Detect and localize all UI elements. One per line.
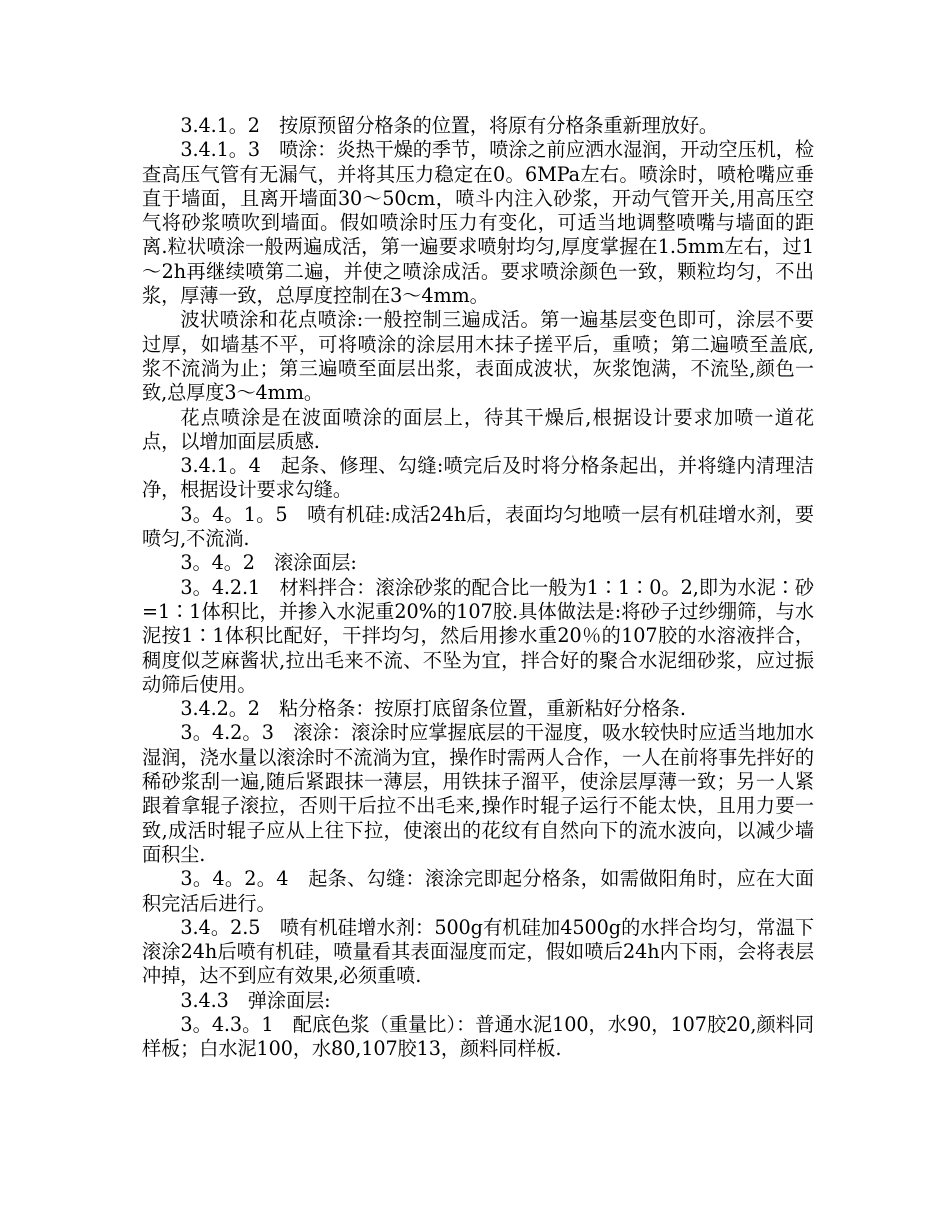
paragraph-3-4-2-3: 3。4.2。3 滚涂：滚涂时应掌握底层的干湿度，吸水较快时应适当地加水湿润，浇水量以滚涂时不流淌为宜，操作时需两人合作，一人在前将事先拌好的稀砂浆刮一遍,随后紧跟抹一薄层，用铁抹子溜平，使涂层厚薄一致；另一人紧跟着拿辊子滚拉，否则干后拉不出毛来,操作时辊子运行不能太快，且用力要一致,成活时辊子应从上往下拉，使滚出的花纹有自然向下的流水波向，以减少墙面积尘. bbox=[142, 721, 814, 866]
paragraph-wave-spray: 波状喷涂和花点喷涂:一般控制三遍成活。第一遍基层变色即可，涂层不要过厚，如墙基不平，可将喷涂的涂层用木抹子搓平后，重喷；第二遍喷至盖底,浆不流淌为止；第三遍喷至面层出浆，表面成波状，灰浆饱满，不流坠,颜色一致,总厚度3～4mm。 bbox=[142, 308, 814, 405]
paragraph-3-4-2-1: 3。4.2.1 材料拌合：滚涂砂浆的配合比一般为1∶1∶0。2,即为水泥∶砂=1∶1体积比，并掺入水泥重20%的107胶.具体做法是:将砂子过纱绷筛，与水泥按1∶1体积比配好，干拌均匀，然后用掺水重20％的107胶的水溶液拌合，稠度似芝麻酱状,拉出毛来不流、不坠为宜，拌合好的聚合水泥细砂浆，应过振动筛后使用。 bbox=[142, 575, 814, 696]
paragraph-3-4-2-5: 3.4。2.5 喷有机硅增水剂：500g有机硅加4500g的水拌合均匀，常温下滚涂24h后喷有机硅，喷量看其表面湿度而定，假如喷后24h内下雨，会将表层冲掉，达不到应有效果,必须重喷. bbox=[142, 915, 814, 988]
paragraph-3-4-3-1: 3。4.3。1 配底色浆（重量比）：普通水泥100，水90，107胶20,颜料同样板；白水泥100，水80,107胶13，颜料同样板. bbox=[142, 1012, 814, 1061]
heading-3-4-2: 3。4。2 滚涂面层: bbox=[180, 551, 357, 575]
paragraph-3-4-1-2: 3.4.1。2 按原预留分格条的位置，将原有分格条重新理放好。 bbox=[180, 114, 719, 137]
paragraph-3-4-2-2: 3.4.2。2 粘分格条：按原打底留条位置，重新粘好分格条. bbox=[180, 697, 686, 721]
document-page bbox=[142, 114, 814, 1062]
paragraph-3-4-1-3: 3.4.1。3 喷涂：炎热干燥的季节，喷涂之前应洒水湿润，开动空压机，检查高压气管有无漏气，并将其压力稳定在0。6MPa左右。喷涂时，喷枪嘴应垂直于墙面，且离开墙面30～50cm，喷斗内注入砂浆，开动气管开关,用高压空气将砂浆喷吹到墙面。假如喷涂时压力有变化，可适当地调整喷嘴与墙面的距离.粒状喷涂一般两遍成活，第一遍要求喷射均匀,厚度掌握在1.5mm左右，过1～2h再继续喷第二遍，并使之喷涂成活。要求喷涂颜色一致，颗粒均匀，不出浆，厚薄一致，总厚度控制在3～4mm。 bbox=[142, 138, 814, 308]
paragraph-3-4-1-5: 3。4。1。5 喷有机硅:成活24h后，表面均匀地喷一层有机硅增水剂，要喷匀,不流淌. bbox=[142, 502, 814, 551]
heading-3-4-3: 3.4.3 弹涂面层: bbox=[180, 988, 331, 1012]
paragraph-3-4-2-4: 3。4。2。4 起条、勾缝：滚涂完即起分格条，如需做阳角时，应在大面积完活后进行。 bbox=[142, 867, 814, 915]
paragraph-3-4-1-4: 3.4.1。4 起条、修理、勾缝:喷完后及时将分格条起出，并将缝内清理洁净，根据设计要求勾缝。 bbox=[142, 454, 814, 502]
paragraph-dot-spray: 花点喷涂是在波面喷涂的面层上，待其干燥后,根据设计要求加喷一道花点，以增加面层质感. bbox=[142, 405, 814, 453]
